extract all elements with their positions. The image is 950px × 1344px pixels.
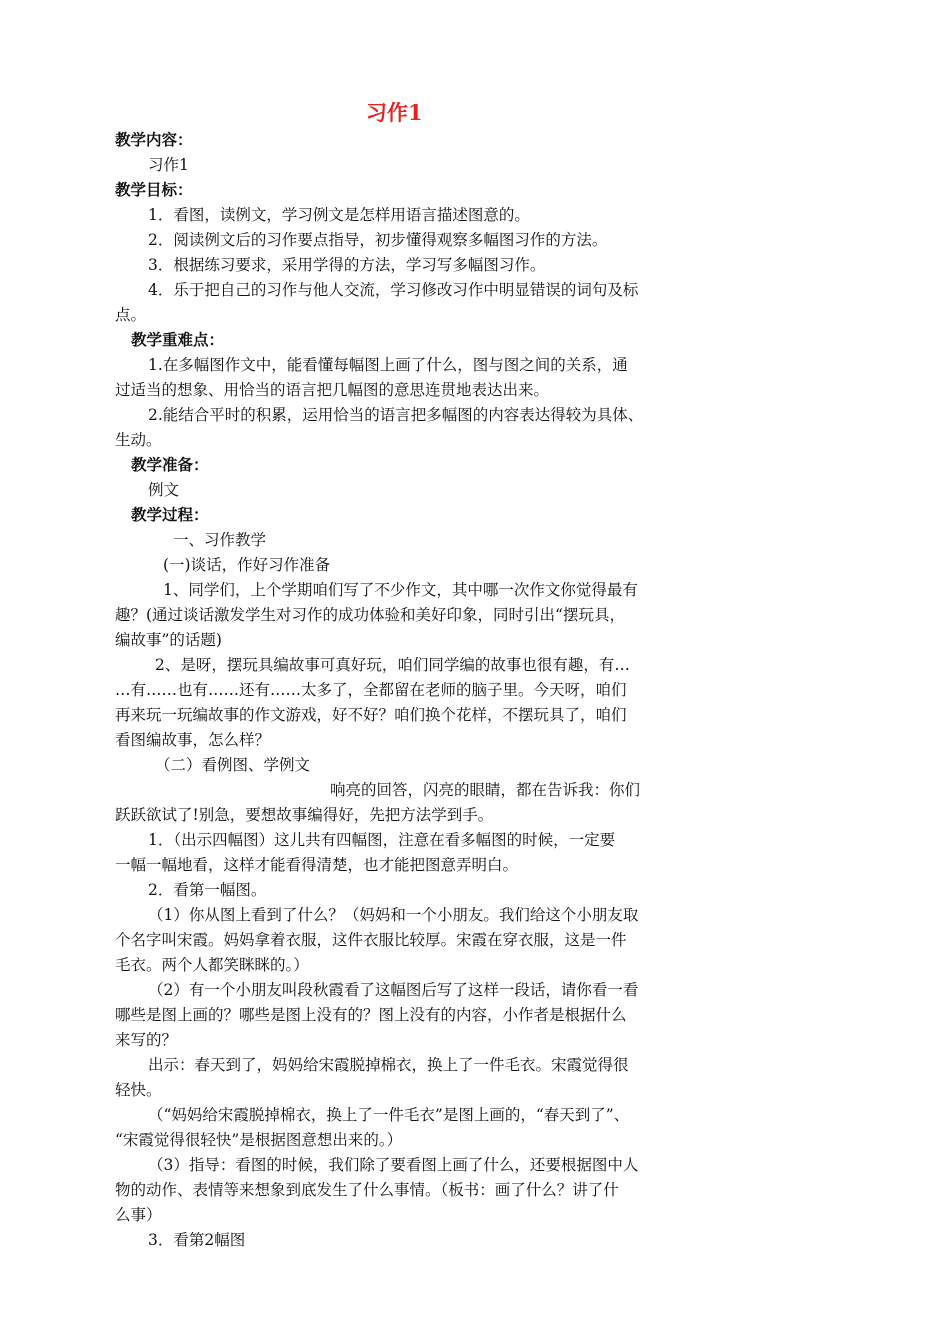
text-line: 3．看第2幅图 [148,1231,246,1249]
text-line: （二）看例图、学例文 [155,756,311,774]
text-line: 响亮的回答，闪亮的眼睛，都在告诉我：你们 [330,781,641,799]
text-line: 2.能结合平时的积累，运用恰当的语言把多幅图的内容表达得较为具体、 [148,406,644,424]
text-line: 2、是呀，摆玩具编故事可真好玩，咱们同学编的故事也很有趣，有… [155,656,630,674]
text-line: 趣？(通过谈话激发学生对习作的成功体验和美好印象，同时引出“摆玩具， [115,606,625,624]
section-heading: 教学重难点： [131,330,225,349]
page-title: 习作1 [366,100,423,125]
text-line: 再来玩一玩编故事的作文游戏，好不好？咱们换个花样，不摆玩具了，咱们 [115,706,627,724]
text-line: （1）你从图上看到了什么？（妈妈和一个小朋友。我们给这个小朋友取 [148,906,639,924]
text-line: 4．乐于把自己的习作与他人交流，学习修改习作中明显错误的词句及标 [148,281,639,299]
text-line: （“妈妈给宋霞脱掉棉衣，换上了一件毛衣”是图上画的，“春天到了”、 [148,1106,630,1124]
text-line: 看图编故事，怎么样？ [115,731,271,749]
section-heading: 教学准备： [131,455,209,474]
text-line: 么事） [115,1206,162,1224]
text-line: 一幅一幅地看，这样才能看得清楚，也才能把图意弄明白。 [115,856,519,874]
text-line: 出示：春天到了，妈妈给宋霞脱掉棉衣，换上了一件毛衣。宋霞觉得很 [148,1056,629,1074]
section-heading: 教学过程： [131,505,209,524]
text-line: 1．看图，读例文，学习例文是怎样用语言描述图意的。 [148,206,530,224]
text-line: 编故事”的话题) [115,631,222,649]
text-line: 生动。 [115,431,162,449]
text-line: 1．（出示四幅图）这儿共有四幅图，注意在看多幅图的时候，一定要 [148,831,616,849]
text-line: （2）有一个小朋友叫段秋霞看了这幅图后写了这样一段话，请你看一看 [148,981,639,999]
text-line: 轻快。 [115,1081,162,1099]
text-line: 跃跃欲试了!别急，要想故事编得好，先把方法学到手。 [115,806,494,824]
text-line: 1.在多幅图作文中，能看懂每幅图上画了什么，图与图之间的关系，通 [148,356,628,374]
text-line: 3．根据练习要求，采用学得的方法，学习写多幅图习作。 [148,256,546,274]
text-line: （3）指导：看图的时候，我们除了要看图上画了什么，还要根据图中人 [148,1156,639,1174]
text-line: 物的动作、表情等来想象到底发生了什么事情。（板书：画了什么？讲了什 [115,1181,619,1199]
text-line: 哪些是图上画的？哪些是图上没有的？图上没有的内容，小作者是根据什么 [115,1006,627,1024]
text-line: …有……也有……还有……太多了，全都留在老师的脑子里。今天呀，咱们 [115,681,627,699]
text-line: 过适当的想象、用恰当的语言把几幅图的意思连贯地表达出来。 [115,381,550,399]
text-line: 1、同学们，上个学期咱们写了不少作文，其中哪一次作文你觉得最有 [163,581,638,599]
text-line: (一)谈话，作好习作准备 [163,556,331,574]
text-line: 个名字叫宋霞。妈妈拿着衣服，这件衣服比较厚。宋霞在穿衣服，这是一件 [115,931,627,949]
text-line: 毛衣。两个人都笑眯眯的。） [115,956,309,974]
section-heading: 教学目标： [115,180,193,199]
section-heading: 教学内容： [115,130,193,149]
text-line: 例文 [148,481,180,499]
text-line: 2．看第一幅图。 [148,881,267,899]
text-line: 2．阅读例文后的习作要点指导，初步懂得观察多幅图习作的方法。 [148,231,608,249]
text-line: 习作1 [148,156,189,174]
text-line: 点。 [115,306,147,324]
text-line: 来写的？ [115,1031,178,1049]
text-line: 一、习作教学 [173,531,267,549]
text-line: “宋霞觉得很轻快”是根据图意想出来的。） [115,1131,403,1149]
